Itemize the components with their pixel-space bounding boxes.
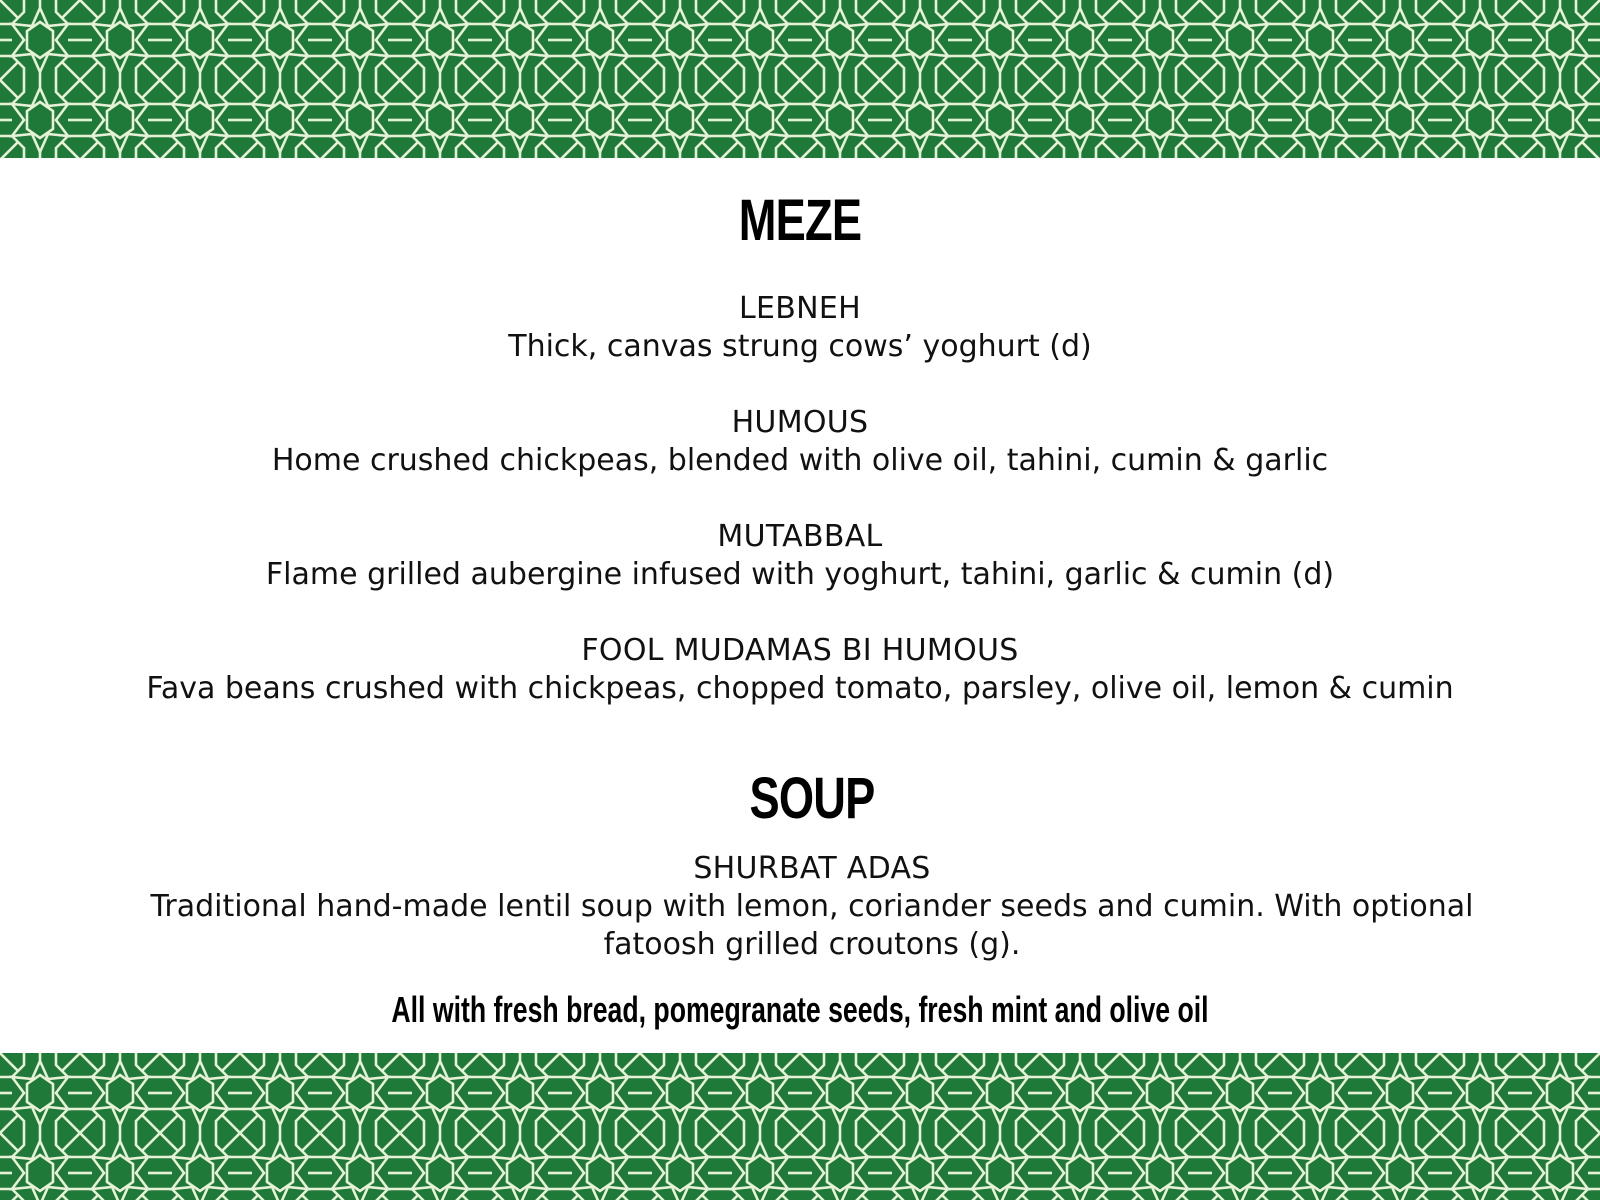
- geometric-pattern-bottom: [0, 1053, 1600, 1200]
- section-title-meze: MEZE: [738, 188, 862, 253]
- menu-item-shurbat-adas: [12, 850, 1600, 964]
- menu-footnote: All with fresh bread, pomegranate seeds, fresh mint and olive oil: [391, 989, 1209, 1030]
- menu-item-description: Flame grilled aubergine infused with yoghurt, tahini, garlic & cumin (d): [265, 557, 1335, 592]
- menu-item-fool-mudamas: [0, 632, 1600, 708]
- bottom-pattern-band: [0, 1053, 1600, 1200]
- menu-item-mutabbal: [0, 518, 1600, 594]
- menu-item-description: Home crushed chickpeas, blended with olive oil, tahini, cumin & garlic: [271, 443, 1329, 478]
- menu-item-description: Fava beans crushed with chickpeas, chopped tomato, parsley, olive oil, lemon & cumin: [146, 671, 1454, 706]
- menu-item-humous: [0, 404, 1600, 480]
- menu-item-name: MUTABBAL: [717, 519, 883, 554]
- menu-item-name: HUMOUS: [731, 405, 869, 440]
- section-title-soup: SOUP: [749, 766, 875, 831]
- menu-item-name: SHURBAT ADAS: [693, 851, 931, 886]
- geometric-pattern-top: [0, 0, 1600, 158]
- menu-item-description: Traditional hand-made lentil soup with lemon, coriander seeds and cumin. With optional fatoosh grilled croutons (g).: [150, 889, 1474, 962]
- top-pattern-band: [0, 0, 1600, 158]
- menu-item-name: FOOL MUDAMAS BI HUMOUS: [581, 633, 1019, 668]
- menu-item-name: LEBNEH: [738, 291, 861, 326]
- menu-item-description: Thick, canvas strung cows’ yoghurt (d): [508, 329, 1092, 364]
- menu-item-lebneh: [0, 290, 1600, 366]
